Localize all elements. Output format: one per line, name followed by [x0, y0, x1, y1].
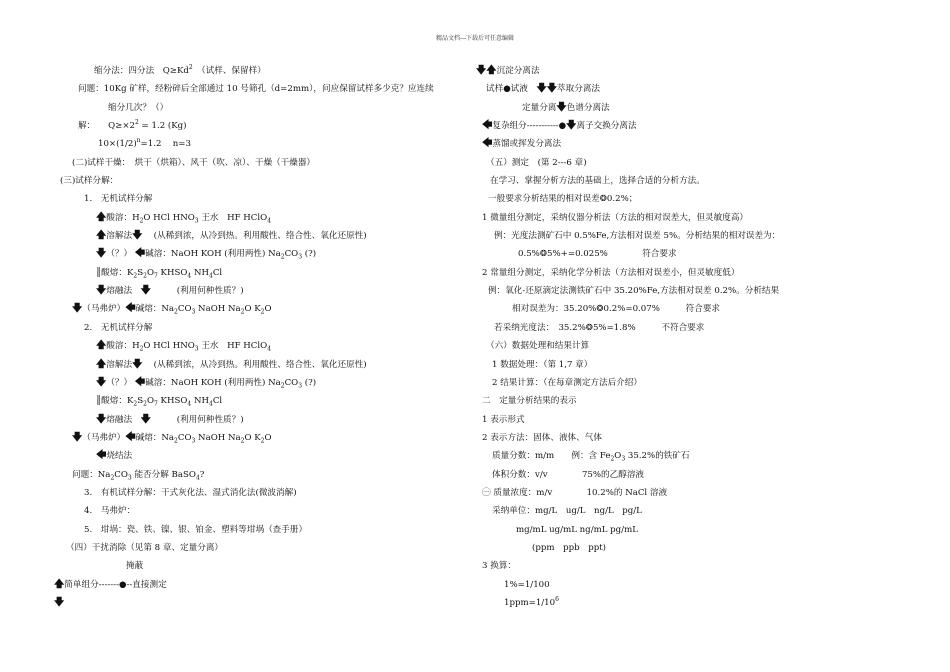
right-column-line: 试样●试液 🡇🡇萃取分离法 [486, 83, 601, 95]
left-column-line: (二)试样干燥： 烘干（烘箱）、风干（吹、凉）、干燥（干燥器） [72, 157, 316, 168]
right-column-line: 🡄蒸馏或挥发分离法 [482, 138, 562, 150]
left-column [54, 62, 464, 612]
right-column-line: 1%=1/100 [504, 579, 550, 590]
left-column-line: 问题：$Na_2CO_3$ 能否分解 BaSO$_4$? [72, 469, 205, 482]
left-column-line: 🡅酸溶：$H_2O$ HCl $HNO_3$ 王水 HF HClO$_4$ [96, 340, 272, 353]
left-column-line: 缩分几次？（） [108, 102, 169, 113]
left-column-line: 掩蔽 [126, 561, 144, 572]
right-column-line: 例：氧化-还原滴定法测铁矿石中 35.20%Fe,方法相对误差 0.2%。分析结果 [488, 286, 780, 297]
right-column-line: 例：光度法测矿石中 0.5%Fe,方法相对误差 5%。分析结果的相对误差为： [494, 231, 781, 242]
left-column-line: 🡇（？） 🡄碱溶：NaOH KOH (利用两性) $Na_2CO_3$ (?) [96, 248, 317, 262]
left-column-line: 解： $Q\ge\times 2^2 = 1.2$ (Kg) [78, 119, 187, 132]
right-column-line: 二 定量分析结果的表示 [482, 396, 577, 407]
right-column-line: 🡇🡅沉淀分离法 [476, 65, 540, 76]
right-column-line: 0.5%❂5%+=0.025% 符合要求 [518, 249, 677, 260]
left-column-line: 2. 无机试样分解 [84, 322, 153, 333]
right-column-line: 1 微量组分测定，采纳仪器分析法（方法的相对误差大，但灵敏度高） [482, 212, 749, 223]
right-column-line: 定量分离🡇色谱分离法 [522, 101, 610, 113]
left-column-line: ║酸熔：$K_2S_2O_7$ $KHSO_4$ $NH_4Cl$ [96, 267, 223, 280]
left-column-line: 3. 有机试样分解：干式灰化法、湿式消化法(微波消解) [84, 487, 297, 498]
right-column-line: 2 常量组分测定，采纳化学分析法（方法相对误差小，但灵敏度低） [482, 267, 740, 278]
left-column-line: 🡇 [54, 596, 65, 608]
right-column-line: 2 结果计算：（在每章测定方法后介绍） [492, 377, 642, 388]
right-column-line: 体积分数：v/v 75%的乙醇溶液 [492, 469, 645, 480]
right-column-line: $1ppm=1/10^6$ [504, 596, 559, 608]
left-column-line: 🡅酸溶：$H_2O$ HCl $HNO_3$ 王水 HF HClO$_4$ [96, 211, 272, 225]
left-column-line: 🡇熔融法 🡇 (利用何种性质？) [96, 285, 244, 297]
left-column-line: 🡅溶解法🡇 (从稀到浓，从冷到热。利用酸性、络合性、氧化还原性) [96, 358, 367, 370]
right-column-line: 采纳单位：mg/L ug/L ng/L pg/L [492, 506, 642, 517]
right-column-line: （六）数据处理和结果计算 [486, 341, 590, 352]
left-column-line: 🡇（？） 🡄碱溶：NaOH KOH (利用两性) $Na_2CO_3$ (?) [96, 376, 317, 390]
left-column-line: 🡄烧结法 [96, 450, 133, 462]
left-column-line: 🡇（马弗炉）🡄碱熔：$Na_2CO_3$ NaOH $Na_2O$ $K_2O$ [72, 431, 272, 445]
page-header: 精品文档---下载后可任意编辑 [435, 35, 515, 42]
right-column-line: mg/mL ug/mL ng/mL pg/mL [516, 524, 638, 535]
right-column-line: 相对误差为：35.20%❂0.2%=0.07% 符合要求 [512, 304, 721, 315]
right-column-line: ㊀ 质量浓度：m/v 10.2%的 NaCl 溶液 [482, 487, 668, 498]
right-column-line: 2 表示方法：固体、液体、气体 [482, 432, 602, 443]
left-column-line: 1. 无机试样分解 [84, 194, 153, 205]
left-column-line: 🡇熔融法 🡇 (利用何种性质？) [96, 413, 244, 425]
left-column-line: 🡅简单组分-------●--直接测定 [54, 578, 167, 590]
left-column-line: 缩分法：四分法 $Q\ge Kd^2$ （试样、保留样） [94, 64, 266, 76]
right-column-line: (ppm ppb ppt) [532, 542, 607, 553]
right-column-line: 质量分数：m/m 例：含 $Fe_2O_3$ 35.2%的铁矿石 [492, 451, 690, 463]
right-column-line: （五）测定 (第 2---6 章) [486, 157, 587, 168]
left-column-line: （四）干扰消除（见第 8 章、定量分离） [66, 542, 224, 553]
right-column-line: 在学习、掌握分析方法的基础上，选择合适的分析方法。 [490, 176, 705, 187]
left-column-line: 🡅溶解法🡇 (从稀到浓，从冷到热。利用酸性、络合性、氧化还原性) [96, 230, 367, 242]
left-column-line: ║酸熔：$K_2S_2O_7$ $KHSO_4$ $NH_4Cl$ [96, 396, 223, 408]
left-column-line: $10\times(1/2)^n=1.2$ n=3 [98, 137, 191, 150]
right-column-line: 1 表示形式 [482, 414, 525, 425]
right-column-line: 一般要求分析结果的相对误差❂0.2%； [488, 194, 638, 205]
right-column-line: 🡄复杂组分-----------●🡇离子交换分离法 [482, 120, 637, 132]
right-column-line: 1 数据处理：（第 1,7 章） [492, 359, 593, 370]
left-column-line: 4. 马弗炉： [84, 506, 136, 517]
left-column-line: 5. 坩埚：瓷、铁、镍、银、铂金、塑料等坩埚（查手册） [84, 524, 308, 535]
left-column-line: (三)试样分解： [60, 176, 119, 187]
right-column [476, 62, 896, 612]
left-column-line: 问题：10Kg 矿样，经粉碎后全部通过 10 号筛孔（d=2mm），问应保留试样多少克？应连续 [78, 84, 434, 95]
right-column-line: 3 换算： [482, 561, 516, 572]
right-column-line: 若采纳光度法： 35.2%❂5%=1.8% 不符合要求 [494, 322, 705, 333]
left-column-line: 🡇（马弗炉）🡄碱熔：$Na_2CO_3$ NaOH $Na_2O$ $K_2O$ [72, 303, 272, 317]
